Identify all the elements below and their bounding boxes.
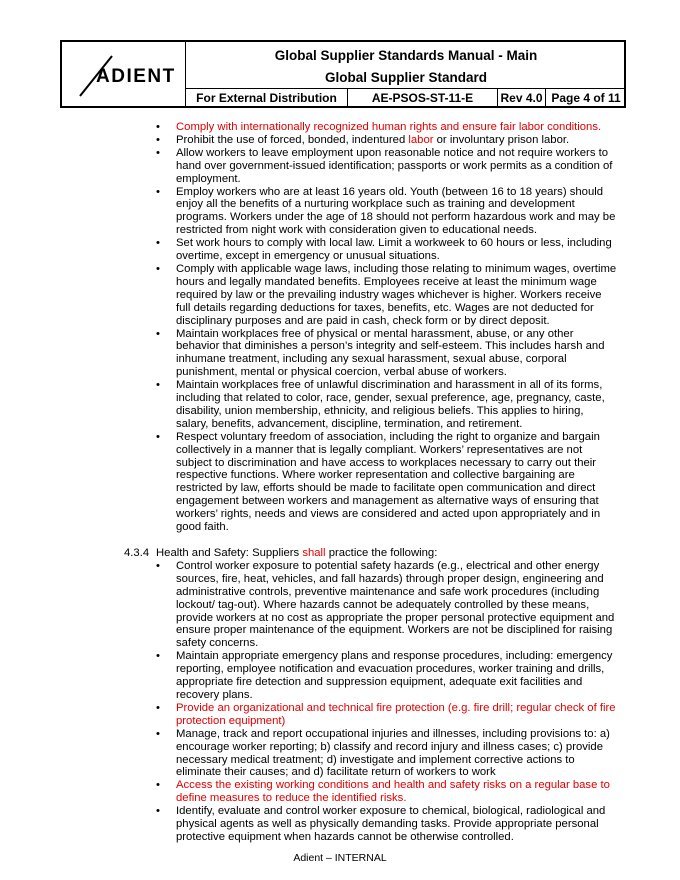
page-number: Page 4 of 11 [551,91,621,105]
distribution-label: For External Distribution [186,89,348,107]
document-header [60,40,626,108]
doc-id: AE-PSOS-ST-11-E [348,89,498,107]
standard-title: Global Supplier Standard [324,70,488,85]
list-item [0,263,680,328]
list-item [0,121,680,134]
list-item [0,237,680,263]
list-item-text: Set work hours to comply with local law. Limit a workweek to 60 hours or less, including overtime, except in emergency or unusual situations. [176,237,612,263]
list-item [0,702,680,728]
list-item-text: Maintain workplaces free of physical or mental harassment, abuse, or any other behavior that diminishes a person’s integrity and self-esteem. This includes harsh and inhumane treatment, including any sexual harassment, sexual abuse, corporal punishment, mental or physical coercion, verbal abuse of workers. [176,327,605,379]
section-text-red: shall [302,547,326,559]
manual-title: Global Supplier Standards Manual - Main [274,48,538,63]
list-item [0,805,680,844]
list-item-text: Comply with internationally recognized human rights and ensure fair labor conditions. [176,121,602,133]
header-meta-row [186,88,626,107]
section-text-post: practice the following: [325,547,438,559]
list-item [0,650,680,702]
list-item [0,779,680,805]
list-item-text-pre: Prohibit the use of forced, bonded, indentured [176,133,409,146]
list-item-text-post: or involuntary prison labor. [433,133,570,146]
list-item-text: Manage, track and report occupational injuries and illnesses, including provisions to: a) encourage worker reporting; b) classify and record injury and illness cases; c) provide necessary medical treatment; d) investigate and implement corrective actions to eliminate their causes; and d) facilitate return of workers to work [176,727,610,779]
list-item [0,186,680,238]
document-body [0,121,680,844]
list-item-text: Respect voluntary freedom of association, including the right to organize and bargain collectively in a manner that is legally compliant. Workers’ representatives are not subject to discrimination and have access to workplaces necessary to carry out their respective functions. Where worker representation and collective bargaining are restricted by law, efforts should be made to facilitate open communication and direct engagement between workers and management as alternative ways of ensuring that workers’ rights, needs and views are considered and acted upon appropriately and in good faith. [176,430,601,534]
list-item [0,431,680,534]
revision: Rev 4.0 [498,89,546,107]
list-item-text: Access the existing working conditions and health and safety risks on a regular base to define measures to reduce the identified risks. [176,779,610,805]
logo-text: ADIENT [96,66,176,87]
section-text-pre: Health and Safety: Suppliers [156,547,303,559]
list-item-text-red-part: labor [408,133,434,146]
list-item [0,328,680,380]
section-heading [0,547,680,560]
company-logo [62,42,186,106]
health-safety-bullet-list [0,560,680,844]
list-item-text: Maintain workplaces free of unlawful discrimination and harassment in all of its forms, including that related to color, race, gender, sexual preference, age, pregnancy, caste, disability, union membership, ethnicity, and religious beliefs. This applies to hiring, salary, benefits, advancement, discipline, termination, and retirement. [176,379,605,430]
footer-classification: Adient – INTERNAL [293,852,387,864]
section-number: 4.3.4 [124,547,150,559]
list-item [0,147,680,186]
labor-bullet-list [0,121,680,534]
list-item-text: Provide an organizational and technical fire protection (e.g. fire drill; regular check of fire protection equipment) [176,701,616,727]
list-item-text: Identify, evaluate and control worker exposure to chemical, biological, radiological and physical agents as well as physically demanding tasks. Provide appropriate personal protective equipment when hazards cannot be otherwise controlled. [176,805,606,843]
list-item-text: Maintain appropriate emergency plans and response procedures, including: emergency reporting, employee notification and evacuation procedures, worker training and drills, appropriate fire detection and suppression equipment, adequate exit facilities and recovery plans. [176,650,613,701]
list-item [0,134,680,147]
list-item-text: Control worker exposure to potential safety hazards (e.g., electrical and other energy sources, fire, heat, vehicles, and fall hazards) through proper design, engineering and administrative controls, preventive maintenance and safe work procedures (including lockout/ tag-out). Where hazards cannot be adequately controlled by these means, provide workers at no cost as appropriate the proper personal protective equipment and ensure proper maintenance of the equipment. Workers are not be disciplined for raising safety concerns. [176,559,615,650]
list-item-text: Allow workers to leave employment upon reasonable notice and not require workers to hand over government-issued identification; passports or work permits as a condition of employment. [176,146,613,185]
list-item [0,560,680,650]
list-item [0,379,680,431]
list-item [0,728,680,780]
list-item-text: Employ workers who are at least 16 years old. Youth (between 16 to 18 years) should enjoy all the benefits of a nurturing workplace such as training and development programs. Workers under the age of 18 should not perform hazardous work and may be restricted from night work with consideration given to educational needs. [176,185,616,237]
list-item-text: Comply with applicable wage laws, including those relating to minimum wages, overtime hours and legally mandated benefits. Employees receive at least the minimum wage required by law or the prevailing industry wages whichever is higher. Workers receive full details regarding deductions for taxes, benefits, etc. Wages are not deducted for disciplinary purposes and are paid in cash, check form or by direct deposit. [176,262,617,327]
